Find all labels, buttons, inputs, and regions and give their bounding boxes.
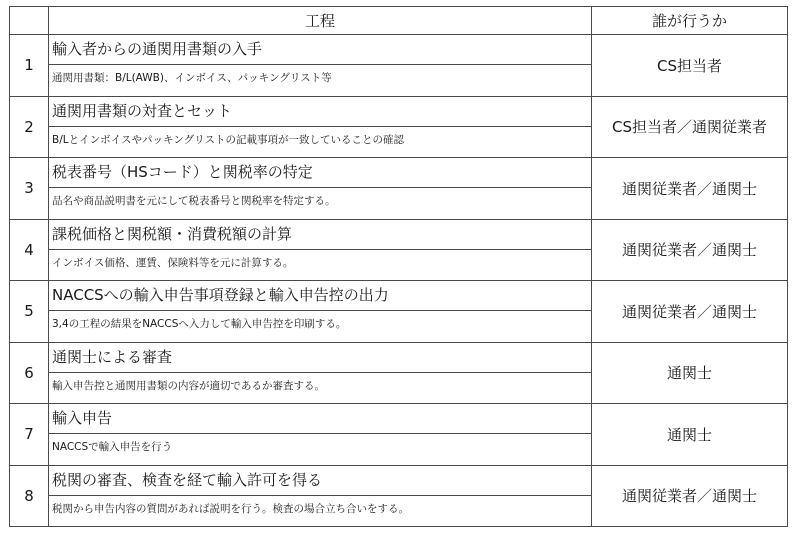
step-responsible: 通関従業者／通関士 <box>592 158 788 220</box>
step-description: B/Lとインボイスやパッキングリストの記載事項が一致していることの確認 <box>52 133 404 146</box>
step-process-cell <box>49 465 592 527</box>
step-description: 通関用書類：B/L(AWB)、インボイス、パッキングリスト等 <box>52 72 332 84</box>
step-responsible: 通関従業者／通関士 <box>592 281 788 343</box>
table-row <box>10 342 788 404</box>
table-row <box>10 465 788 527</box>
step-process-cell <box>49 404 592 466</box>
table-row <box>10 96 788 158</box>
step-number: 5 <box>10 281 49 343</box>
step-number: 6 <box>10 342 49 404</box>
header-row <box>10 7 788 35</box>
step-number: 4 <box>10 219 49 281</box>
step-process-cell <box>49 219 592 281</box>
process-table <box>9 6 788 527</box>
header-number <box>10 7 49 35</box>
step-title: 課税価格と関税額・消費税額の計算 <box>49 220 591 250</box>
step-number: 7 <box>10 404 49 466</box>
table-row <box>10 158 788 220</box>
step-process-cell <box>49 158 592 220</box>
table-body <box>10 35 788 527</box>
step-description: 品名や商品説明書を元にして税表番号と関税率を特定する。 <box>52 195 336 207</box>
step-process-cell <box>49 96 592 158</box>
step-process-cell <box>49 35 592 97</box>
step-description: インボイス価格、運賃、保険料等を元に計算する。 <box>52 256 294 269</box>
step-title: 輸入者からの通関用書類の入手 <box>49 35 591 65</box>
step-number: 8 <box>10 465 49 527</box>
step-responsible: CS担当者 <box>592 35 788 97</box>
header-who: 誰が行うか <box>592 7 788 35</box>
header-process: 工程 <box>49 7 592 35</box>
step-description: 輸入申告控と通関用書類の内容が適切であるか審査する。 <box>52 379 325 392</box>
step-number: 2 <box>10 96 49 158</box>
step-title: NACCSへの輸入申告事項登録と輸入申告控の出力 <box>49 281 591 311</box>
step-responsible: 通関士 <box>592 404 788 466</box>
step-title: 通関士による審査 <box>49 343 591 373</box>
table-row <box>10 35 788 97</box>
step-number: 1 <box>10 35 49 97</box>
table-row <box>10 219 788 281</box>
step-description: 3,4の工程の結果をNACCSへ入力して輸入申告控を印刷する。 <box>52 318 347 330</box>
table-row <box>10 404 788 466</box>
step-title: 税表番号（HSコード）と関税率の特定 <box>49 158 591 188</box>
step-responsible: CS担当者／通関従業者 <box>592 96 788 158</box>
step-title: 税関の審査、検査を経て輸入許可を得る <box>49 466 591 496</box>
step-process-cell <box>49 342 592 404</box>
step-process-cell <box>49 281 592 343</box>
step-title: 通関用書類の対査とセット <box>49 97 591 127</box>
step-description: NACCSで輸入申告を行う <box>52 441 173 453</box>
step-responsible: 通関従業者／通関士 <box>592 219 788 281</box>
step-responsible: 通関士 <box>592 342 788 404</box>
table-row <box>10 281 788 343</box>
step-title: 輸入申告 <box>49 404 591 434</box>
step-number: 3 <box>10 158 49 220</box>
step-responsible: 通関従業者／通関士 <box>592 465 788 527</box>
step-description: 税関から申告内容の質問があれば説明を行う。検査の場合立ち合いをする。 <box>52 502 409 515</box>
